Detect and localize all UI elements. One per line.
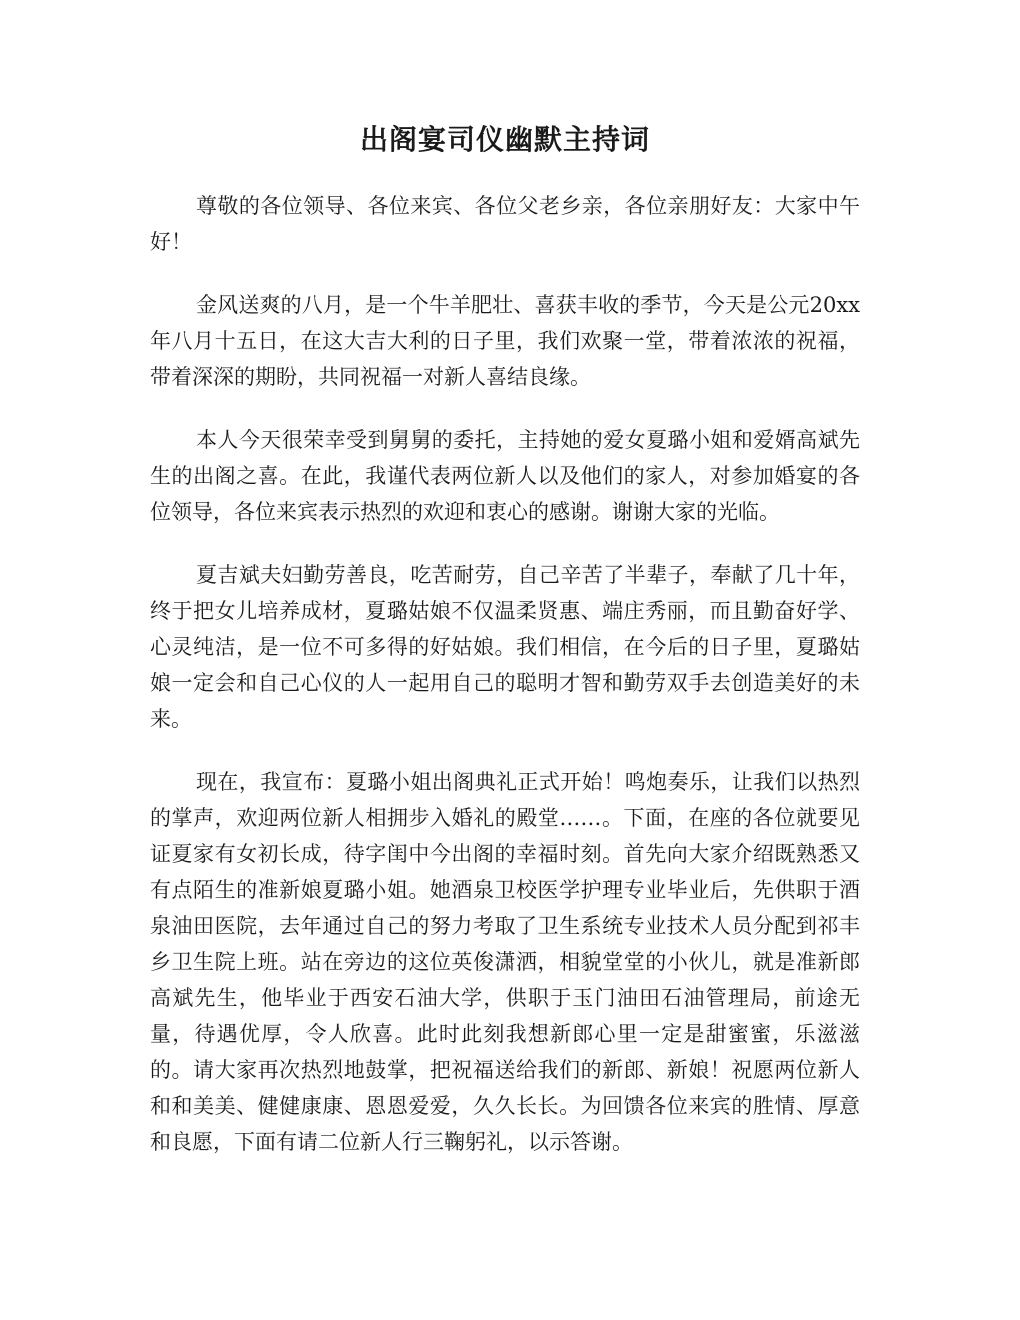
paragraph-thanks: 本人今天很荣幸受到舅舅的委托，主持她的爱女夏璐小姐和爱婿高斌先生的出阁之喜。在此，我谨代表两位新人以及他们的家人，对参加婚宴的各位领导，各位来宾表示热烈的欢迎和衷心的感谢。谢谢大家的光临。 — [150, 428, 860, 524]
paragraph-opening: 金风送爽的八月，是一个牛羊肥壮、喜获丰收的季节，今天是公元20xx年八月十五日，在这大吉大利的日子里，我们欢聚一堂，带着浓浓的祝福，带着深深的期盼，共同祝福一对新人喜结良缘。 — [150, 293, 860, 389]
paragraph-ceremony: 现在，我宣布：夏璐小姐出阁典礼正式开始！鸣炮奏乐，让我们以热烈的掌声，欢迎两位新人相拥步入婚礼的殿堂……。下面，在座的各位就要见证夏家有女初长成，待字闺中今出阁的幸福时刻。首先向大家介绍既熟悉又有点陌生的准新娘夏璐小姐。她酒泉卫校医学护理专业毕业后，先供职于酒泉油田医院，去年通过自己的努力考取了卫生系统专业技术人员分配到祁丰乡卫生院上班。站在旁边的这位英俊潇洒，相貌堂堂的小伙儿，就是准新郎高斌先生，他毕业于西安石油大学，供职于玉门油田石油管理局，前途无量，待遇优厚，令人欣喜。此时此刻我想新郎心里一定是甜蜜蜜，乐滋滋的。请大家再次热烈地鼓掌，把祝福送给我们的新郎、新娘！祝愿两位新人和和美美、健健康康、恩恩爱爱，久久长长。为回馈各位来宾的胜情、厚意和良愿，下面有请二位新人行三鞠躬礼，以示答谢。 — [150, 770, 860, 1154]
paragraph-parents: 夏吉斌夫妇勤劳善良，吃苦耐劳，自己辛苦了半辈子，奉献了几十年，终于把女儿培养成材，夏璐姑娘不仅温柔贤惠、端庄秀丽，而且勤奋好学、心灵纯洁，是一位不可多得的好姑娘。我们相信，在今后的日子里，夏璐姑娘一定会和自己心仪的人一起用自己的聪明才智和勤劳双手去创造美好的未来。 — [150, 563, 860, 731]
document-page — [150, 118, 860, 1187]
document-title: 出阁宴司仪幽默主持词 — [359, 123, 650, 156]
paragraph-greeting: 尊敬的各位领导、各位来宾、各位父老乡亲，各位亲朋好友：大家中午好！ — [150, 194, 860, 254]
